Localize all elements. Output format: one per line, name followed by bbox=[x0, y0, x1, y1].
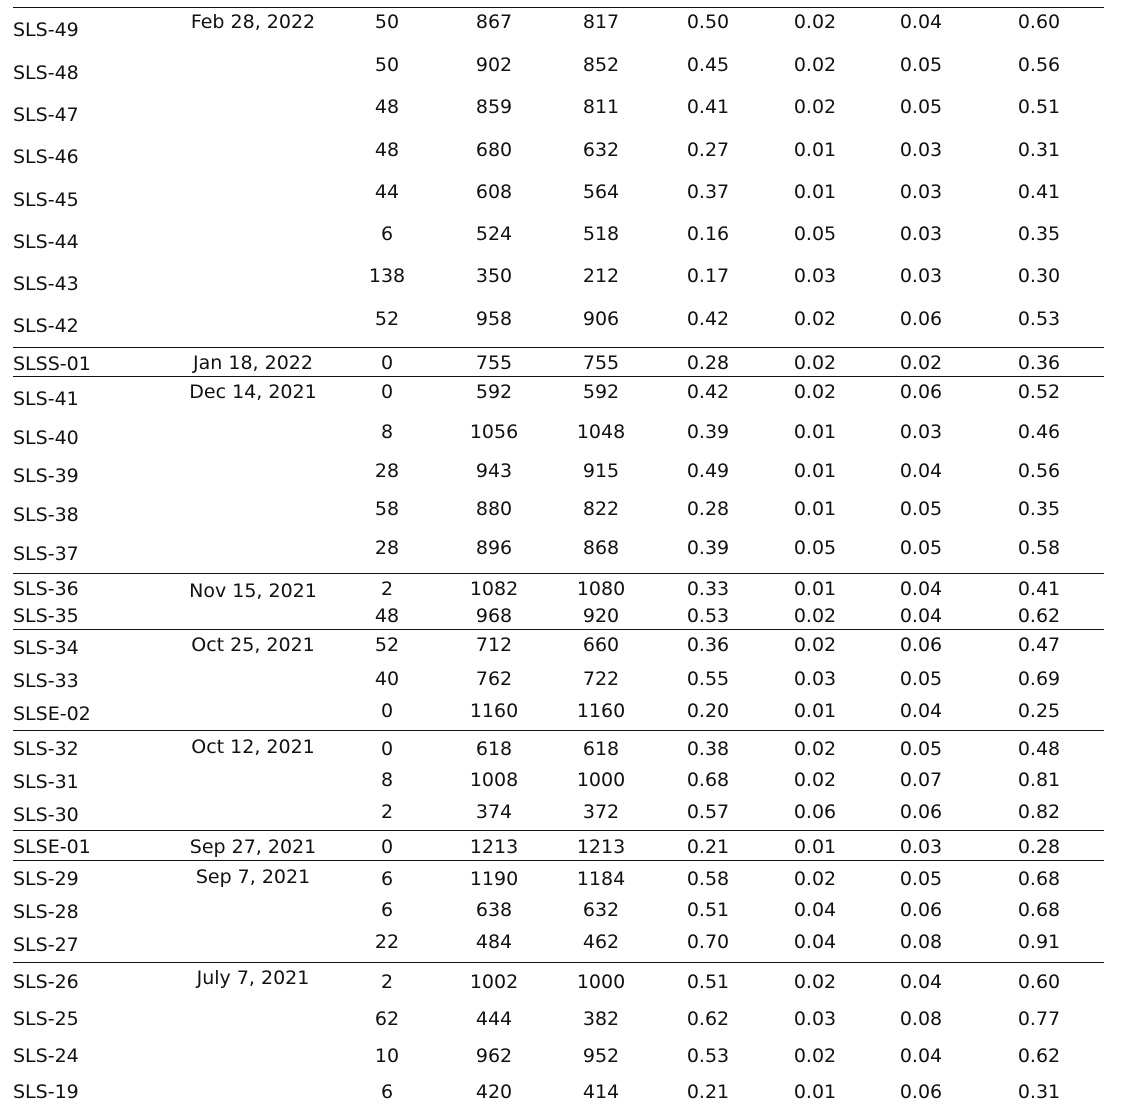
value-cell: 0.02 bbox=[899, 352, 943, 374]
value-cell: 1213 bbox=[576, 836, 626, 858]
table-row bbox=[0, 868, 1147, 898]
sample-id: SLS-39 bbox=[13, 465, 79, 487]
table-row bbox=[0, 96, 1147, 126]
value-cell: 0.53 bbox=[686, 605, 730, 627]
value-cell: 0.01 bbox=[793, 836, 837, 858]
value-cell: 638 bbox=[475, 899, 513, 921]
value-cell: 0.03 bbox=[899, 181, 943, 203]
value-cell: 1160 bbox=[576, 700, 626, 722]
value-cell: 952 bbox=[582, 1045, 620, 1067]
value-cell: 0.48 bbox=[1017, 738, 1061, 760]
value-cell: 138 bbox=[368, 265, 406, 287]
value-cell: 0.51 bbox=[686, 899, 730, 921]
value-cell: 0.01 bbox=[793, 700, 837, 722]
value-cell: 0.50 bbox=[686, 11, 730, 33]
table-row bbox=[0, 1081, 1147, 1111]
value-cell: 0.02 bbox=[793, 634, 837, 656]
sample-id: SLS-43 bbox=[13, 273, 79, 295]
value-cell: 1000 bbox=[576, 971, 626, 993]
sample-id: SLS-35 bbox=[13, 605, 79, 627]
table-row bbox=[0, 967, 1147, 1001]
value-cell: 968 bbox=[475, 605, 513, 627]
sample-id: SLS-34 bbox=[13, 637, 79, 659]
sample-id: SLS-27 bbox=[13, 934, 79, 956]
table-row bbox=[0, 139, 1147, 169]
value-cell: 0.53 bbox=[1017, 308, 1061, 330]
table-row bbox=[0, 836, 1147, 866]
value-cell: 0.02 bbox=[793, 971, 837, 993]
value-cell: 0.02 bbox=[793, 868, 837, 890]
value-cell: 0.03 bbox=[899, 836, 943, 858]
value-cell: 0.41 bbox=[686, 96, 730, 118]
value-cell: 48 bbox=[374, 96, 400, 118]
value-cell: 817 bbox=[582, 11, 620, 33]
value-cell: 722 bbox=[582, 668, 620, 690]
sample-id: SLS-36 bbox=[13, 578, 79, 600]
sample-id: SLS-44 bbox=[13, 231, 79, 253]
value-cell: 0.42 bbox=[686, 308, 730, 330]
value-cell: 0.04 bbox=[899, 1045, 943, 1067]
value-cell: 22 bbox=[374, 931, 400, 953]
table-row bbox=[0, 801, 1147, 831]
value-cell: 0.04 bbox=[899, 578, 943, 600]
value-cell: 660 bbox=[582, 634, 620, 656]
value-cell: 0.04 bbox=[899, 460, 943, 482]
value-cell: 0.27 bbox=[686, 139, 730, 161]
value-cell: 859 bbox=[475, 96, 513, 118]
value-cell: 50 bbox=[374, 54, 400, 76]
sample-date: Sep 27, 2021 bbox=[189, 836, 317, 858]
sample-id: SLS-24 bbox=[13, 1045, 79, 1067]
value-cell: 1008 bbox=[469, 769, 519, 791]
value-cell: 0.05 bbox=[899, 96, 943, 118]
sample-id: SLS-47 bbox=[13, 104, 79, 126]
value-cell: 0.49 bbox=[686, 460, 730, 482]
sample-id: SLS-30 bbox=[13, 804, 79, 826]
value-cell: 0.01 bbox=[793, 181, 837, 203]
value-cell: 564 bbox=[582, 181, 620, 203]
value-cell: 518 bbox=[582, 223, 620, 245]
value-cell: 8 bbox=[380, 769, 394, 791]
value-cell: 811 bbox=[582, 96, 620, 118]
value-cell: 943 bbox=[475, 460, 513, 482]
value-cell: 0.51 bbox=[1017, 96, 1061, 118]
value-cell: 762 bbox=[475, 668, 513, 690]
sample-id: SLS-49 bbox=[13, 19, 79, 41]
value-cell: 0.06 bbox=[899, 801, 943, 823]
value-cell: 0.02 bbox=[793, 352, 837, 374]
value-cell: 0.57 bbox=[686, 801, 730, 823]
table-row bbox=[0, 738, 1147, 768]
value-cell: 0.06 bbox=[793, 801, 837, 823]
value-cell: 0.02 bbox=[793, 605, 837, 627]
value-cell: 2 bbox=[380, 971, 394, 993]
table-row bbox=[0, 931, 1147, 961]
value-cell: 0.01 bbox=[793, 498, 837, 520]
value-cell: 0.53 bbox=[686, 1045, 730, 1067]
sample-id: SLS-42 bbox=[13, 315, 79, 337]
value-cell: 0.05 bbox=[899, 868, 943, 890]
value-cell: 0.41 bbox=[1017, 181, 1061, 203]
sample-id: SLS-37 bbox=[13, 543, 79, 565]
value-cell: 0.04 bbox=[793, 931, 837, 953]
value-cell: 0.42 bbox=[686, 381, 730, 403]
sample-id: SLSS-01 bbox=[13, 353, 91, 375]
table-row bbox=[0, 181, 1147, 211]
value-cell: 462 bbox=[582, 931, 620, 953]
value-cell: 40 bbox=[374, 668, 400, 690]
table-row bbox=[0, 381, 1147, 411]
value-cell: 880 bbox=[475, 498, 513, 520]
value-cell: 0.02 bbox=[793, 308, 837, 330]
value-cell: 0.03 bbox=[899, 223, 943, 245]
value-cell: 0.16 bbox=[686, 223, 730, 245]
value-cell: 0.51 bbox=[686, 971, 730, 993]
sample-id: SLSE-01 bbox=[13, 836, 91, 858]
value-cell: 852 bbox=[582, 54, 620, 76]
value-cell: 0.58 bbox=[686, 868, 730, 890]
table-row bbox=[0, 498, 1147, 528]
sample-date: Nov 15, 2021 bbox=[189, 580, 317, 602]
value-cell: 680 bbox=[475, 139, 513, 161]
table-row bbox=[0, 578, 1147, 608]
value-cell: 374 bbox=[475, 801, 513, 823]
sample-id: SLS-41 bbox=[13, 388, 79, 410]
value-cell: 0.03 bbox=[793, 1008, 837, 1030]
value-cell: 0.38 bbox=[686, 738, 730, 760]
value-cell: 382 bbox=[582, 1008, 620, 1030]
value-cell: 6 bbox=[380, 223, 394, 245]
sample-id: SLS-40 bbox=[13, 427, 79, 449]
value-cell: 1082 bbox=[469, 578, 519, 600]
value-cell: 618 bbox=[582, 738, 620, 760]
value-cell: 0.03 bbox=[899, 421, 943, 443]
table-row bbox=[0, 634, 1147, 664]
value-cell: 632 bbox=[582, 899, 620, 921]
value-cell: 755 bbox=[582, 352, 620, 374]
value-cell: 1213 bbox=[469, 836, 519, 858]
value-cell: 0.06 bbox=[899, 634, 943, 656]
value-cell: 524 bbox=[475, 223, 513, 245]
value-cell: 0.28 bbox=[686, 352, 730, 374]
value-cell: 0.21 bbox=[686, 1081, 730, 1103]
value-cell: 0.68 bbox=[686, 769, 730, 791]
sample-date: Oct 12, 2021 bbox=[191, 736, 315, 758]
value-cell: 0.55 bbox=[686, 668, 730, 690]
value-cell: 52 bbox=[374, 634, 400, 656]
value-cell: 48 bbox=[374, 605, 400, 627]
value-cell: 0.02 bbox=[793, 769, 837, 791]
value-cell: 0.56 bbox=[1017, 460, 1061, 482]
value-cell: 0.06 bbox=[899, 899, 943, 921]
table-row bbox=[0, 769, 1147, 799]
value-cell: 0.06 bbox=[899, 1081, 943, 1103]
value-cell: 0.52 bbox=[1017, 381, 1061, 403]
value-cell: 6 bbox=[380, 1081, 394, 1103]
value-cell: 28 bbox=[374, 460, 400, 482]
value-cell: 592 bbox=[475, 381, 513, 403]
value-cell: 0 bbox=[380, 836, 394, 858]
value-cell: 0.03 bbox=[793, 265, 837, 287]
table-row bbox=[0, 308, 1147, 338]
value-cell: 0.06 bbox=[899, 381, 943, 403]
value-cell: 0.03 bbox=[793, 668, 837, 690]
value-cell: 0.05 bbox=[899, 54, 943, 76]
value-cell: 0.01 bbox=[793, 139, 837, 161]
value-cell: 0.62 bbox=[1017, 605, 1061, 627]
value-cell: 350 bbox=[475, 265, 513, 287]
value-cell: 0.81 bbox=[1017, 769, 1061, 791]
sample-date: Jan 18, 2022 bbox=[193, 352, 313, 374]
value-cell: 1000 bbox=[576, 769, 626, 791]
value-cell: 0.39 bbox=[686, 537, 730, 559]
value-cell: 0.05 bbox=[899, 537, 943, 559]
value-cell: 0.08 bbox=[899, 931, 943, 953]
value-cell: 0.02 bbox=[793, 54, 837, 76]
sample-id: SLS-26 bbox=[13, 971, 79, 993]
value-cell: 0.21 bbox=[686, 836, 730, 858]
value-cell: 58 bbox=[374, 498, 400, 520]
sample-id: SLSE-02 bbox=[13, 703, 91, 725]
value-cell: 0.56 bbox=[1017, 54, 1061, 76]
value-cell: 0 bbox=[380, 738, 394, 760]
sample-id: SLS-46 bbox=[13, 146, 79, 168]
value-cell: 896 bbox=[475, 537, 513, 559]
value-cell: 0.62 bbox=[1017, 1045, 1061, 1067]
sample-date: Oct 25, 2021 bbox=[191, 634, 315, 656]
value-cell: 0.60 bbox=[1017, 971, 1061, 993]
value-cell: 608 bbox=[475, 181, 513, 203]
group-divider bbox=[13, 730, 1104, 731]
value-cell: 10 bbox=[374, 1045, 400, 1067]
table-row bbox=[0, 460, 1147, 490]
value-cell: 0.02 bbox=[793, 1045, 837, 1067]
value-cell: 0.01 bbox=[793, 1081, 837, 1103]
value-cell: 958 bbox=[475, 308, 513, 330]
sample-id: SLS-45 bbox=[13, 189, 79, 211]
value-cell: 6 bbox=[380, 868, 394, 890]
value-cell: 444 bbox=[475, 1008, 513, 1030]
value-cell: 0.07 bbox=[899, 769, 943, 791]
value-cell: 0 bbox=[380, 352, 394, 374]
value-cell: 0.45 bbox=[686, 54, 730, 76]
table-row bbox=[0, 265, 1147, 295]
value-cell: 0.06 bbox=[899, 308, 943, 330]
value-cell: 0.28 bbox=[686, 498, 730, 520]
value-cell: 0.41 bbox=[1017, 578, 1061, 600]
value-cell: 868 bbox=[582, 537, 620, 559]
sample-id: SLS-32 bbox=[13, 738, 79, 760]
value-cell: 0.02 bbox=[793, 11, 837, 33]
group-divider bbox=[13, 7, 1104, 8]
value-cell: 484 bbox=[475, 931, 513, 953]
sample-id: SLS-31 bbox=[13, 771, 79, 793]
value-cell: 0.58 bbox=[1017, 537, 1061, 559]
value-cell: 0.04 bbox=[793, 899, 837, 921]
value-cell: 962 bbox=[475, 1045, 513, 1067]
value-cell: 592 bbox=[582, 381, 620, 403]
sample-date: July 7, 2021 bbox=[196, 967, 310, 989]
value-cell: 0.03 bbox=[899, 265, 943, 287]
value-cell: 0.04 bbox=[899, 700, 943, 722]
value-cell: 0.04 bbox=[899, 605, 943, 627]
value-cell: 0.08 bbox=[899, 1008, 943, 1030]
value-cell: 0.05 bbox=[793, 223, 837, 245]
value-cell: 0.04 bbox=[899, 11, 943, 33]
value-cell: 0.25 bbox=[1017, 700, 1061, 722]
value-cell: 0.31 bbox=[1017, 139, 1061, 161]
value-cell: 414 bbox=[582, 1081, 620, 1103]
value-cell: 0.31 bbox=[1017, 1081, 1061, 1103]
value-cell: 0.82 bbox=[1017, 801, 1061, 823]
value-cell: 44 bbox=[374, 181, 400, 203]
value-cell: 0.37 bbox=[686, 181, 730, 203]
sample-id: SLS-25 bbox=[13, 1008, 79, 1030]
table-row bbox=[0, 421, 1147, 451]
value-cell: 0.46 bbox=[1017, 421, 1061, 443]
value-cell: 0.05 bbox=[899, 498, 943, 520]
value-cell: 0.05 bbox=[793, 537, 837, 559]
table-row bbox=[0, 11, 1147, 41]
value-cell: 822 bbox=[582, 498, 620, 520]
value-cell: 1048 bbox=[576, 421, 626, 443]
value-cell: 712 bbox=[475, 634, 513, 656]
value-cell: 0.01 bbox=[793, 421, 837, 443]
table-row bbox=[0, 668, 1147, 698]
value-cell: 0.36 bbox=[1017, 352, 1061, 374]
value-cell: 0 bbox=[380, 700, 394, 722]
value-cell: 867 bbox=[475, 11, 513, 33]
value-cell: 0.47 bbox=[1017, 634, 1061, 656]
value-cell: 0 bbox=[380, 381, 394, 403]
sample-id: SLS-19 bbox=[13, 1081, 79, 1103]
table-row bbox=[0, 605, 1147, 635]
sample-id: SLS-48 bbox=[13, 62, 79, 84]
value-cell: 0.05 bbox=[899, 668, 943, 690]
value-cell: 0.01 bbox=[793, 460, 837, 482]
table-row bbox=[0, 700, 1147, 730]
sample-date: Feb 28, 2022 bbox=[190, 11, 316, 33]
value-cell: 0.39 bbox=[686, 421, 730, 443]
value-cell: 0.02 bbox=[793, 738, 837, 760]
value-cell: 420 bbox=[475, 1081, 513, 1103]
value-cell: 0.36 bbox=[686, 634, 730, 656]
sample-date: Dec 14, 2021 bbox=[189, 381, 317, 403]
table-row bbox=[0, 1008, 1147, 1038]
value-cell: 632 bbox=[582, 139, 620, 161]
value-cell: 0.60 bbox=[1017, 11, 1061, 33]
table-row bbox=[0, 1045, 1147, 1075]
sample-id: SLS-28 bbox=[13, 901, 79, 923]
sample-id: SLS-29 bbox=[13, 868, 79, 890]
value-cell: 0.03 bbox=[899, 139, 943, 161]
sample-id: SLS-33 bbox=[13, 670, 79, 692]
value-cell: 8 bbox=[380, 421, 394, 443]
value-cell: 0.35 bbox=[1017, 223, 1061, 245]
value-cell: 28 bbox=[374, 537, 400, 559]
sample-date: Sep 7, 2021 bbox=[195, 866, 311, 888]
value-cell: 0.01 bbox=[793, 578, 837, 600]
value-cell: 6 bbox=[380, 899, 394, 921]
value-cell: 1080 bbox=[576, 578, 626, 600]
value-cell: 0.30 bbox=[1017, 265, 1061, 287]
value-cell: 902 bbox=[475, 54, 513, 76]
table-row bbox=[0, 537, 1147, 567]
value-cell: 50 bbox=[374, 11, 400, 33]
value-cell: 0.77 bbox=[1017, 1008, 1061, 1030]
value-cell: 2 bbox=[380, 801, 394, 823]
table-row bbox=[0, 352, 1147, 382]
value-cell: 212 bbox=[582, 265, 620, 287]
value-cell: 0.91 bbox=[1017, 931, 1061, 953]
value-cell: 1056 bbox=[469, 421, 519, 443]
value-cell: 52 bbox=[374, 308, 400, 330]
value-cell: 0.28 bbox=[1017, 836, 1061, 858]
value-cell: 0.68 bbox=[1017, 868, 1061, 890]
value-cell: 0.02 bbox=[793, 96, 837, 118]
group-divider bbox=[13, 962, 1104, 963]
value-cell: 0.02 bbox=[793, 381, 837, 403]
value-cell: 906 bbox=[582, 308, 620, 330]
value-cell: 2 bbox=[380, 578, 394, 600]
value-cell: 0.20 bbox=[686, 700, 730, 722]
value-cell: 1160 bbox=[469, 700, 519, 722]
value-cell: 48 bbox=[374, 139, 400, 161]
value-cell: 1184 bbox=[576, 868, 626, 890]
value-cell: 0.17 bbox=[686, 265, 730, 287]
value-cell: 0.04 bbox=[899, 971, 943, 993]
value-cell: 0.70 bbox=[686, 931, 730, 953]
value-cell: 0.05 bbox=[899, 738, 943, 760]
value-cell: 62 bbox=[374, 1008, 400, 1030]
value-cell: 915 bbox=[582, 460, 620, 482]
value-cell: 1002 bbox=[469, 971, 519, 993]
value-cell: 618 bbox=[475, 738, 513, 760]
sample-id: SLS-38 bbox=[13, 504, 79, 526]
group-divider bbox=[13, 573, 1104, 574]
value-cell: 0.62 bbox=[686, 1008, 730, 1030]
value-cell: 372 bbox=[582, 801, 620, 823]
value-cell: 0.33 bbox=[686, 578, 730, 600]
value-cell: 1190 bbox=[469, 868, 519, 890]
value-cell: 0.35 bbox=[1017, 498, 1061, 520]
table-row bbox=[0, 223, 1147, 253]
value-cell: 755 bbox=[475, 352, 513, 374]
value-cell: 0.68 bbox=[1017, 899, 1061, 921]
value-cell: 920 bbox=[582, 605, 620, 627]
group-divider bbox=[13, 347, 1104, 348]
table-row bbox=[0, 54, 1147, 84]
table-row bbox=[0, 899, 1147, 929]
value-cell: 0.69 bbox=[1017, 668, 1061, 690]
